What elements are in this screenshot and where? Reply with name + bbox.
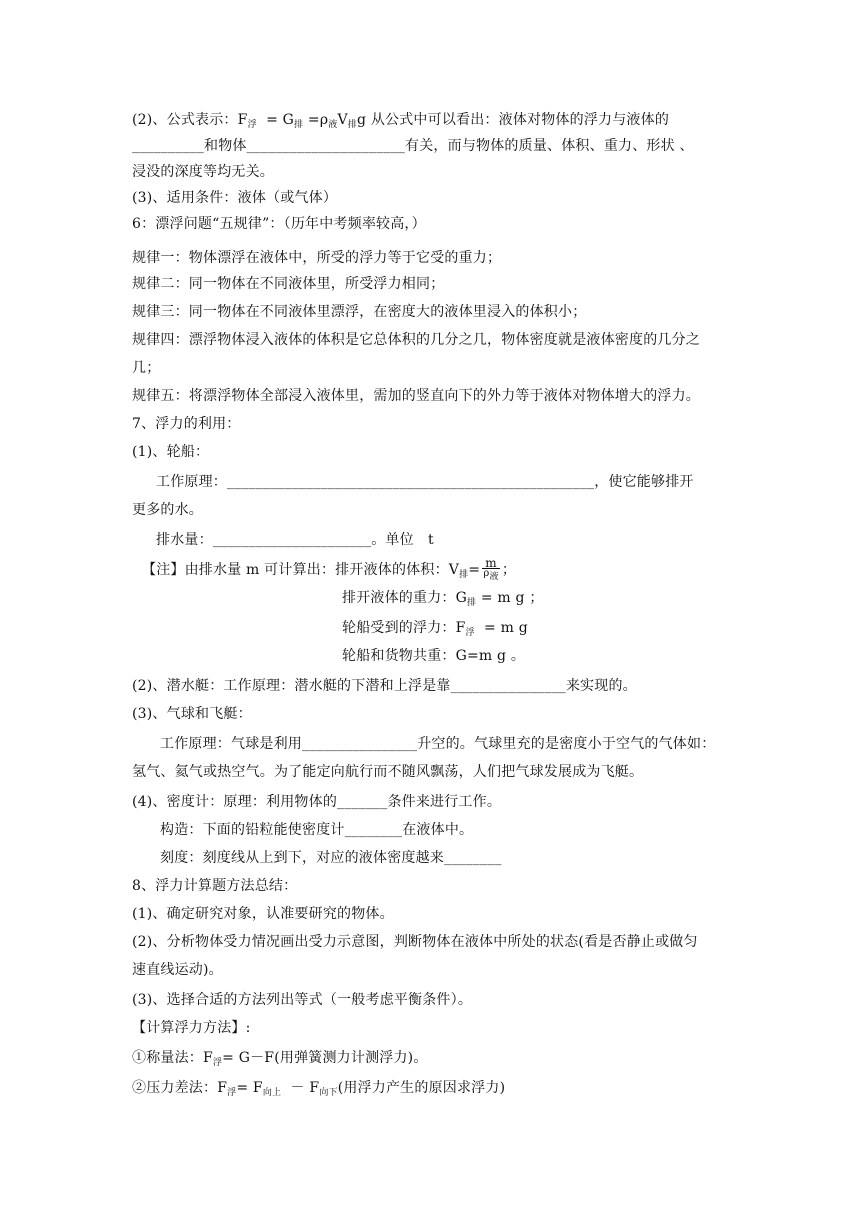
weight-line: 排开液体的重力：$G_排 = m$ g ； <box>342 590 544 608</box>
ship-principle: 工作原理：___________________________________________________，使它能够排开 <box>156 474 694 490</box>
submarine-line: (2)、潜水艇：工作原理：潜水艇的下潜和上浮是靠________________来实现的。 <box>132 678 637 694</box>
text-line: 更多的水。 <box>132 502 203 518</box>
text-line: 速直线运动)。 <box>132 962 223 978</box>
method-weighing: ①称量法：$F_浮= G-F$(用弹簧测力计测浮力)。 <box>132 1050 428 1068</box>
balloon-line: 工作原理：气球是利用________________升空的。气球里充的是密度小于空气的气体如： <box>160 736 716 752</box>
rule-3: 规律三：同一物体在不同液体里漂浮，在密度大的液体里浸入的体积小； <box>132 304 587 320</box>
text-line: 浸没的深度等均无关。 <box>132 164 274 180</box>
rule-4: 规律四：漂浮物体浸入液体的体积是它总体积的几分之几，物体密度就是液体密度的几分之 <box>132 332 700 348</box>
text-line: (2)、分析物体受力情况画出受力示意图，判断物体在液体中所处的状态(看是否静止或做匀 <box>132 934 698 950</box>
section-heading: 7、浮力的利用： <box>132 416 241 432</box>
rule-1: 规律一：物体漂浮在液体中，所受的浮力等于它受的重力； <box>132 250 502 266</box>
subheading: 【计算浮力方法】: <box>132 1020 251 1036</box>
buoyancy-line: 轮船受到的浮力：$F_浮 = m$ g <box>342 620 528 638</box>
scale-line: 刻度：刻度线从上到下，对应的液体密度越来________ <box>160 850 502 866</box>
section-heading: 6：漂浮问题“五规律”：（历年中考频率较高，） <box>132 216 426 232</box>
formula-line: (2)、公式表示：$F_浮 = G_排 =\rho_液V_排g$ 从公式中可以看出：液体对物体的浮力与液体的 <box>132 112 670 130</box>
subheading: (1)、轮船： <box>132 444 210 460</box>
displacement-line: 排水量：______________________。单位 t <box>156 532 434 548</box>
text-line: (3)、选择合适的方法列出等式（一般考虑平衡条件）。 <box>132 992 473 1008</box>
text-line: (1)、确定研究对象，认准要研究的物体。 <box>132 906 394 922</box>
text-line: 轮船和货物共重：G=m g 。 <box>342 648 526 664</box>
section-heading: 8、浮力计算题方法总结： <box>132 878 298 894</box>
rule-5: 规律五：将漂浮物体全部浸入液体里，需加的竖直向下的外力等于液体对物体增大的浮力。 <box>132 388 700 404</box>
rule-4-cont: 几； <box>132 360 161 376</box>
subheading: (3)、气球和飞艇： <box>132 706 252 722</box>
text-line: 氢气、氦气或热空气。为了能定向航行而不随风飘荡，人们把气球发展成为飞艇。 <box>132 764 644 780</box>
note-line: 【注】由排水量 m 可计算出：排开液体的体积：$V_排=$ $\frac{m}{\text{ρ液}}$ ； <box>142 556 517 582</box>
blank-line: __________和物体______________________有关，而与物体的质量、体积、重力、形状 、 <box>132 138 694 154</box>
hydrometer-line: (4)、密度计：原理：利用物体的_______条件来进行工作。 <box>132 794 502 810</box>
fraction: $\frac{m}{\text{ρ液}}$ <box>483 556 499 582</box>
text-line: (3)、适用条件：液体（或气体） <box>132 190 338 206</box>
structure-line: 构造：下面的铅粒能使密度计________在液体中。 <box>160 822 474 838</box>
method-pressure: ②压力差法：$F_浮= F_{向上} - F_{向下}$(用浮力产生的原因求浮力) <box>132 1080 506 1098</box>
rule-2: 规律二：同一物体在不同液体里，所受浮力相同； <box>132 276 445 292</box>
